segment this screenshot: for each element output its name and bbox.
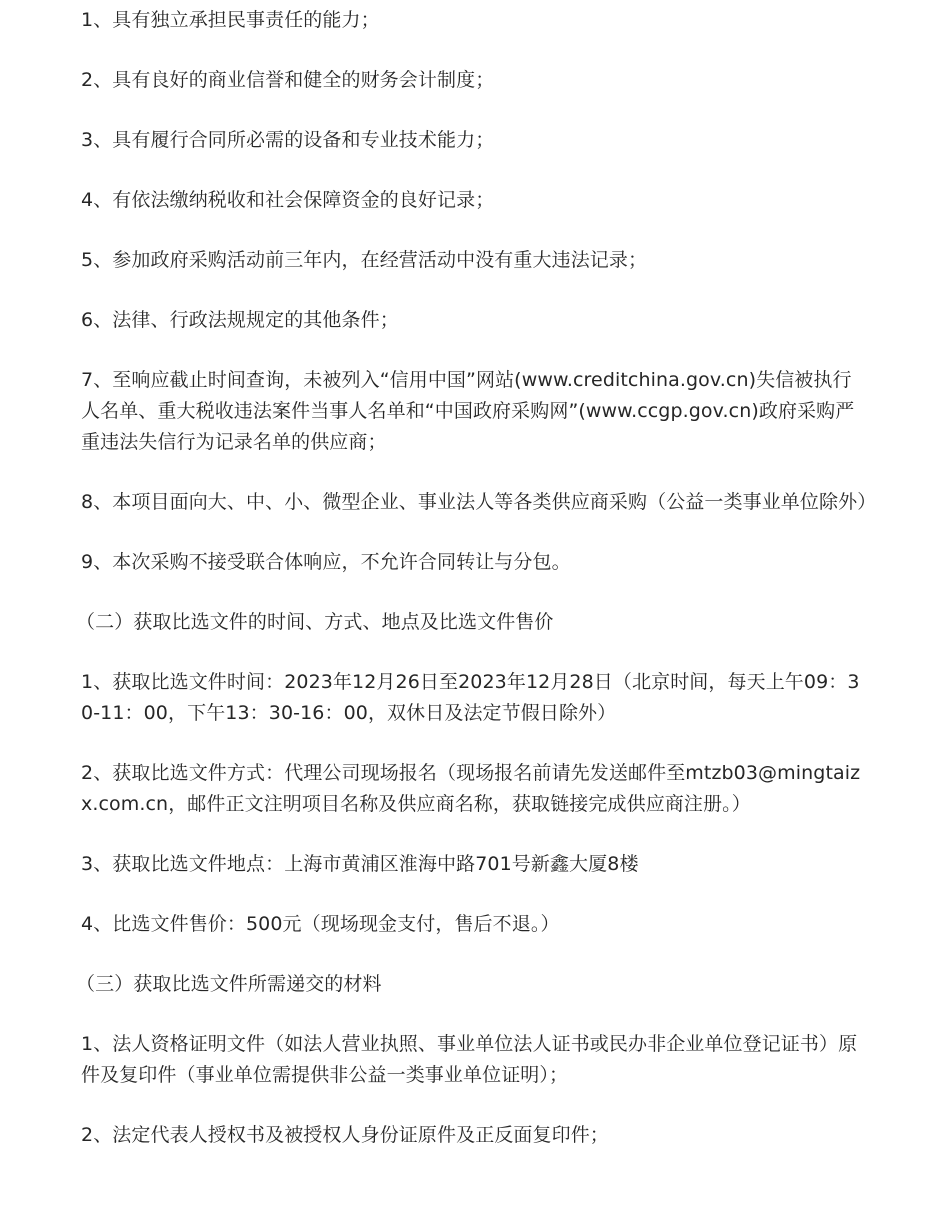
section-heading-3: （三）获取比选文件所需递交的材料 bbox=[76, 973, 382, 995]
requirement-7: 7、至响应截止时间查询，未被列入“信用中国”网站(www.creditchina.gov.cn)失信被执行人名单、重大税收违法案件当事人名单和“中国政府采购网”(www.ccgp.gov.cn)政府采购严重违法失信行为记录名单的供应商； bbox=[81, 369, 855, 453]
requirement-5: 5、参加政府采购活动前三年内，在经营活动中没有重大违法记录； bbox=[81, 249, 648, 271]
requirement-2: 2、具有良好的商业信誉和健全的财务会计制度； bbox=[81, 69, 495, 91]
acquisition-location: 3、获取比选文件地点：上海市黄浦区淮海中路701号新鑫大厦8楼 bbox=[81, 853, 639, 875]
requirement-4: 4、有依法缴纳税收和社会保障资金的良好记录； bbox=[81, 189, 495, 211]
requirement-3: 3、具有履行合同所必需的设备和专业技术能力； bbox=[81, 129, 495, 151]
requirement-1: 1、具有独立承担民事责任的能力； bbox=[81, 9, 380, 31]
material-1: 1、法人资格证明文件（如法人营业执照、事业单位法人证书或民办非企业单位登记证书）原件及复印件（事业单位需提供非公益一类事业单位证明）； bbox=[81, 1033, 858, 1086]
requirement-8: 8、本项目面向大、中、小、微型企业、事业法人等各类供应商采购（公益一类事业单位除外） bbox=[81, 491, 877, 513]
document-price: 4、比选文件售价：500元（现场现金支付，售后不退。） bbox=[81, 913, 560, 935]
acquisition-method: 2、获取比选文件方式：代理公司现场报名（现场报名前请先发送邮件至mtzb03@mingtaizx.com.cn，邮件正文注明项目名称及供应商名称，获取链接完成供应商注册。） bbox=[81, 762, 861, 815]
requirement-9: 9、本次采购不接受联合体响应，不允许合同转让与分包。 bbox=[81, 551, 571, 573]
requirement-6: 6、法律、行政法规规定的其他条件； bbox=[81, 309, 399, 331]
document-body bbox=[76, 5, 877, 1180]
acquisition-time: 1、获取比选文件时间：2023年12月26日至2023年12月28日（北京时间，每天上午09：30-11：00，下午13：30-16：00，双休日及法定节假日除外） bbox=[81, 671, 860, 724]
section-heading-2: （二）获取比选文件的时间、方式、地点及比选文件售价 bbox=[76, 611, 554, 633]
material-2: 2、法定代表人授权书及被授权人身份证原件及正反面复印件； bbox=[81, 1124, 609, 1146]
